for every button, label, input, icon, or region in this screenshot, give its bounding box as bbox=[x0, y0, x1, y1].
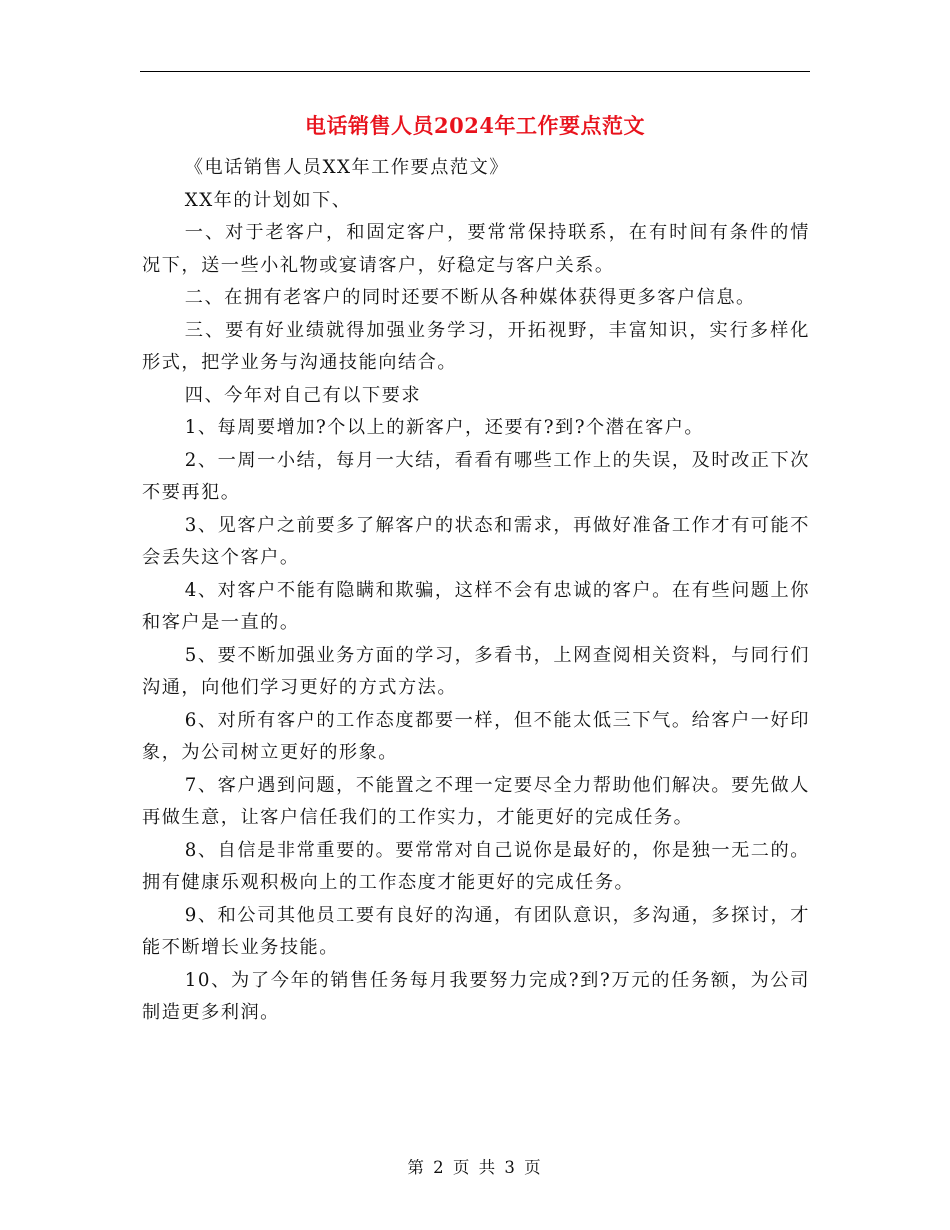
paragraph: 10、为了今年的销售任务每月我要努力完成?到?万元的任务额，为公司制造更多利润。 bbox=[142, 969, 810, 1023]
paragraph: 四、今年对自己有以下要求 bbox=[184, 384, 422, 406]
paragraph: 6、对所有客户的工作态度都要一样，但不能太低三下气。给客户一好印象，为公司树立更好的形象。 bbox=[142, 709, 810, 763]
paragraph: 1、每周要增加?个以上的新客户，还要有?到?个潜在客户。 bbox=[184, 417, 705, 438]
paragraph: 4、对客户不能有隐瞒和欺骗，这样不会有忠诚的客户。在有些问题上你和客户是一直的。 bbox=[142, 579, 810, 633]
page-number-footer: 第 2 页 共 3 页 bbox=[407, 1158, 543, 1177]
document-title: 电话销售人员2024年工作要点范文 bbox=[305, 113, 645, 138]
paragraph: 9、和公司其他员工要有良好的沟通，有团队意识，多沟通，多探讨，才能不断增长业务技能。 bbox=[142, 904, 810, 958]
paragraph: 三、要有好业绩就得加强业务学习，开拓视野，丰富知识，实行多样化形式，把学业务与沟通技能向结合。 bbox=[142, 319, 810, 373]
paragraph: 《电话销售人员XX年工作要点范文》 bbox=[184, 157, 509, 178]
paragraph: 8、自信是非常重要的。要常常对自己说你是最好的，你是独一无二的。拥有健康乐观积极向上的工作态度才能更好的完成任务。 bbox=[142, 839, 810, 893]
paragraph: 二、在拥有老客户的同时还要不断从各种媒体获得更多客户信息。 bbox=[184, 287, 756, 308]
paragraph: XX年的计划如下、 bbox=[184, 189, 352, 211]
header-rule bbox=[140, 71, 810, 72]
paragraph: 2、一周一小结，每月一大结，看看有哪些工作上的失误，及时改正下次不要再犯。 bbox=[142, 449, 810, 503]
paragraph: 一、对于老客户，和固定客户，要常常保持联系，在有时间有条件的情况下，送一些小礼物或宴请客户，好稳定与客户关系。 bbox=[142, 222, 810, 276]
paragraph: 5、要不断加强业务方面的学习，多看书，上网查阅相关资料，与同行们沟通，向他们学习更好的方式方法。 bbox=[142, 644, 810, 698]
document-body bbox=[142, 152, 810, 1030]
paragraph: 7、客户遇到问题，不能置之不理一定要尽全力帮助他们解决。要先做人再做生意，让客户信任我们的工作实力，才能更好的完成任务。 bbox=[142, 774, 810, 828]
paragraph: 3、见客户之前要多了解客户的状态和需求，再做好准备工作才有可能不会丢失这个客户。 bbox=[142, 514, 810, 568]
